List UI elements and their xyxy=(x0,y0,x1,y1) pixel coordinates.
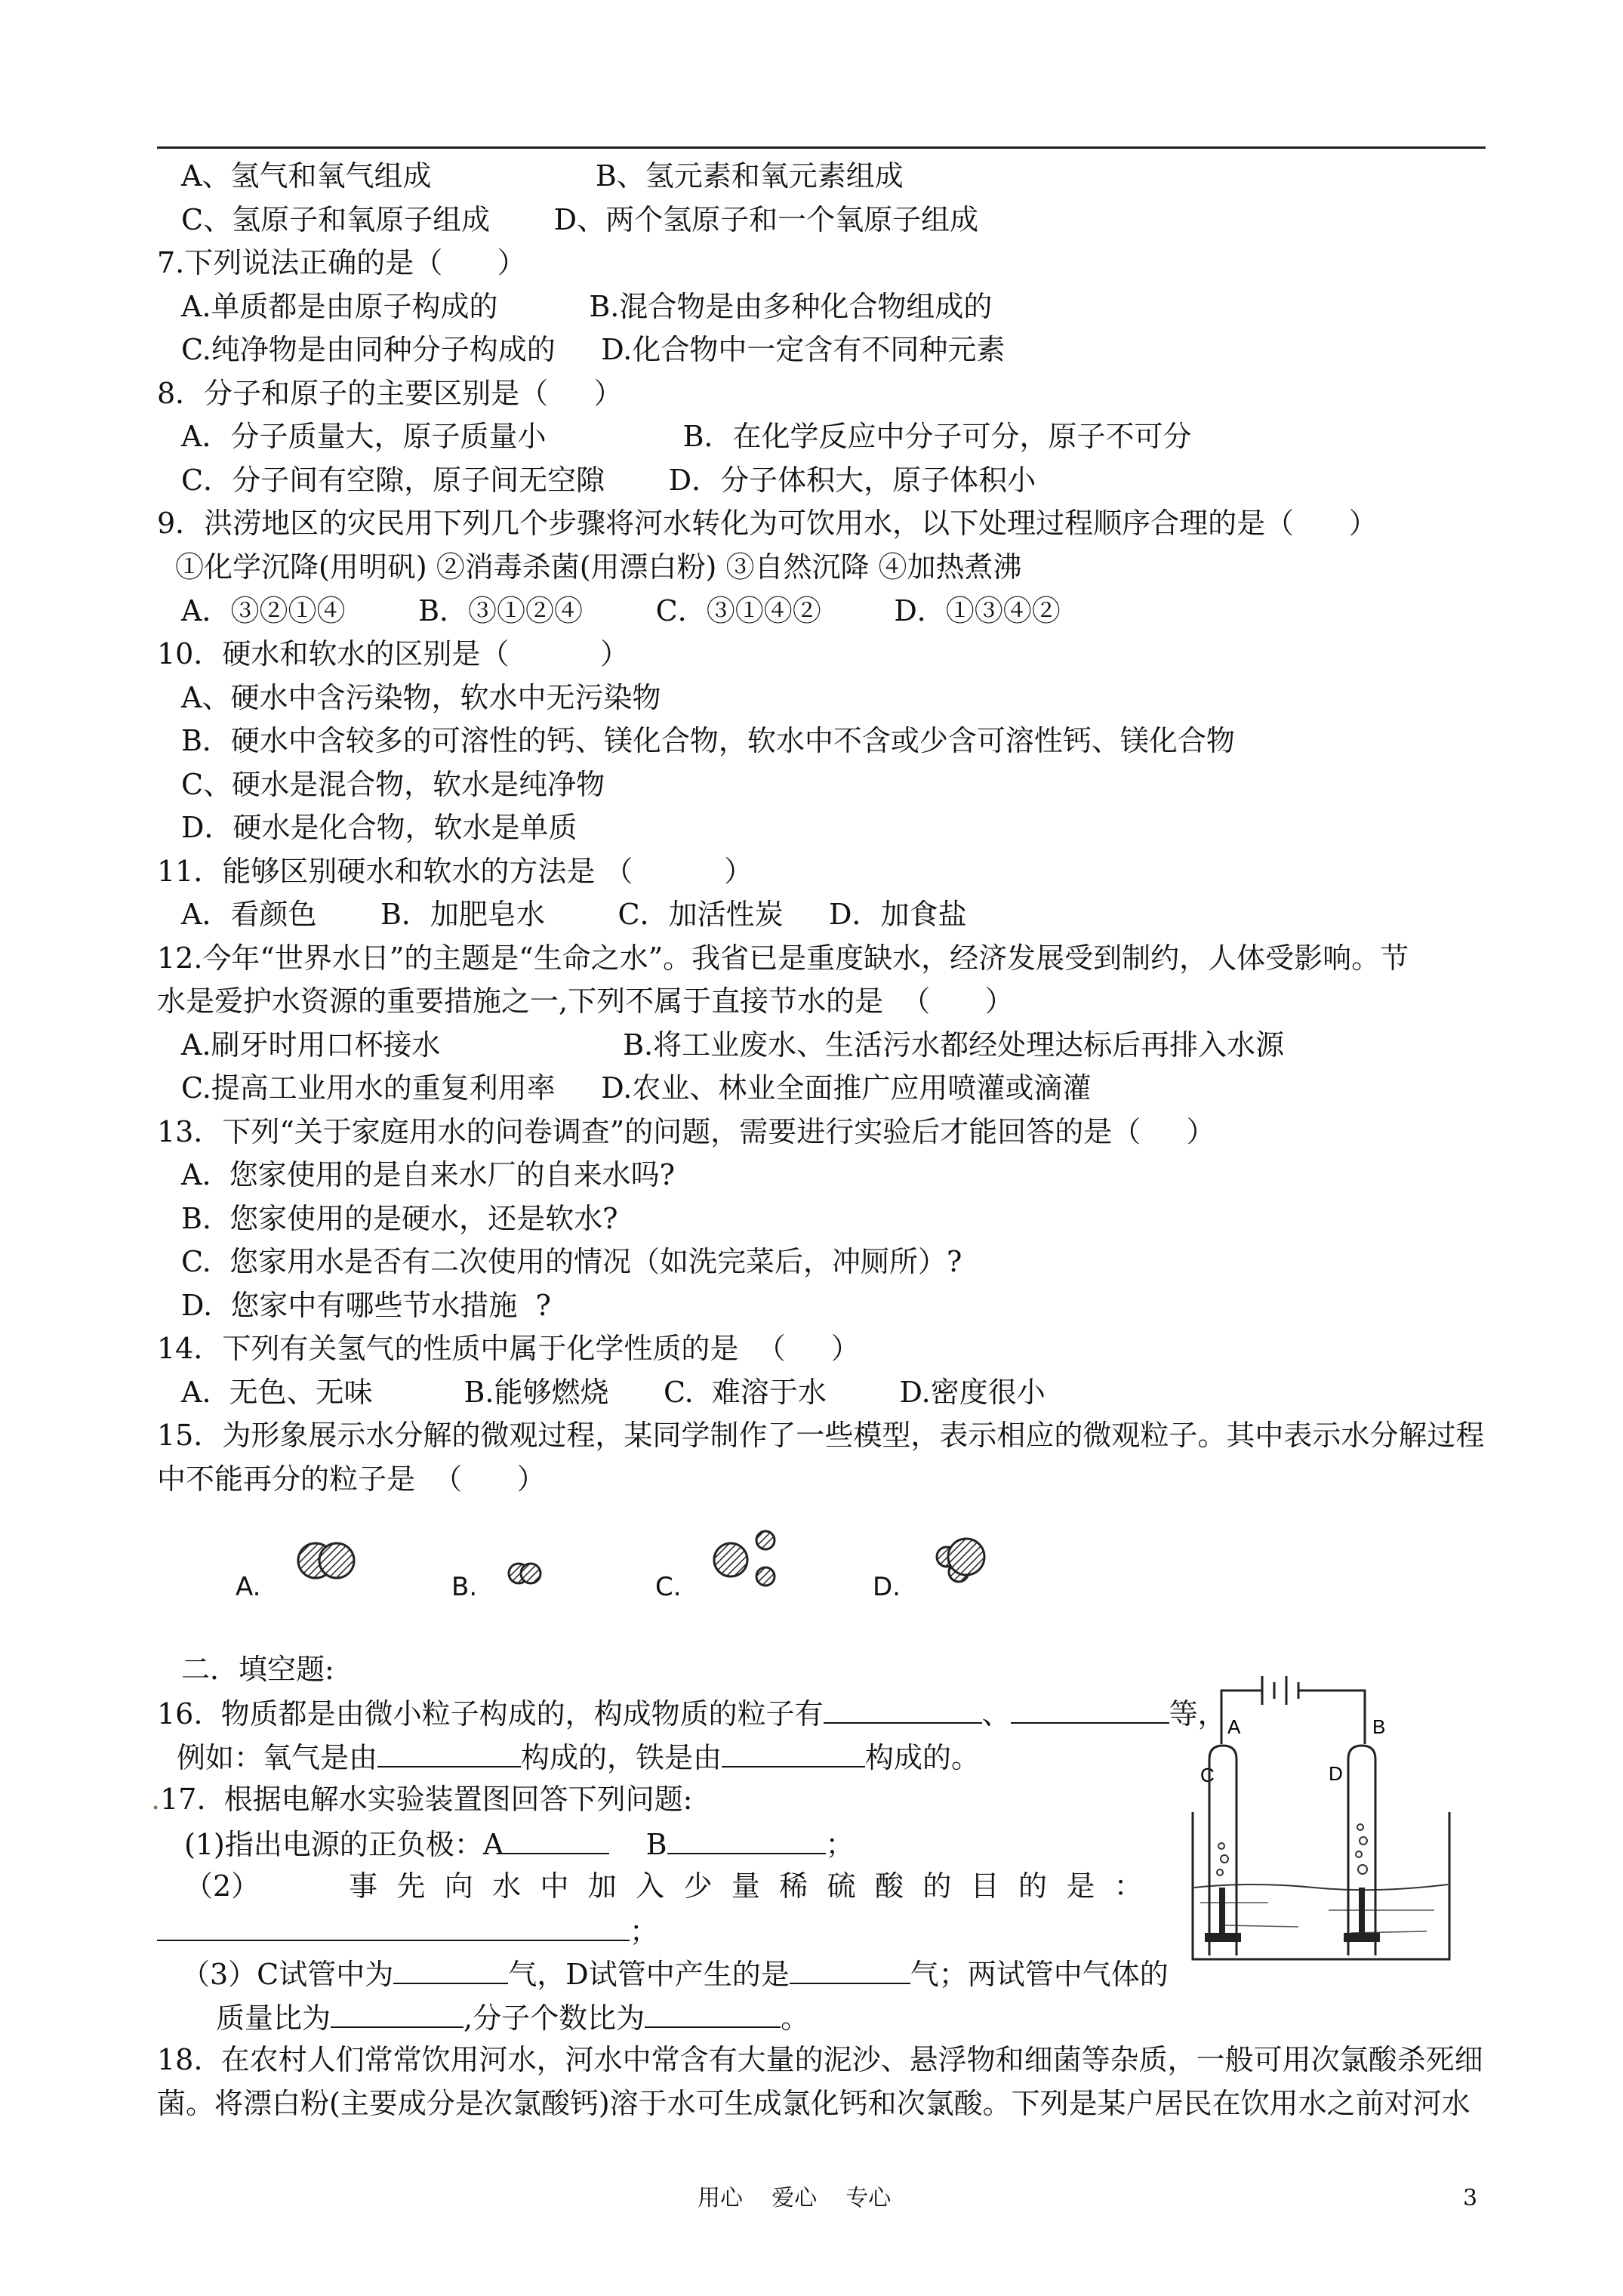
q6-options-ab: A、氢气和氧气组成 B、氢元素和氧元素组成 xyxy=(181,159,904,193)
q10-stem: 10．硬水和软水的区别是（ ） xyxy=(157,637,630,670)
footer-motto: 用心 爱心 专心 xyxy=(698,2185,892,2211)
q17-part-3: （3）C试管中为 气，D试管中产生的是 气；两试管中气体的 xyxy=(181,1954,1169,1993)
q15-option-a-label: A. xyxy=(236,1572,261,1602)
q9-stem: 9．洪涝地区的灾民用下列几个步骤将河水转化为可饮用水，以下处理过程顺序合理的是（ ） xyxy=(157,507,1378,540)
q17-part-1: (1)指出电源的正负极：A B ； xyxy=(184,1824,855,1863)
q12-stem-1: 12.今年“世界水日”的主题是“生命之水”。我省已是重度缺水，经济发展受到制约，人体受影响。节 xyxy=(157,942,1409,975)
q9-steps: ①化学沉降(用明矾) ②消毒杀菌(用漂白粉) ③自然沉降 ④加热煮沸 xyxy=(175,550,1022,584)
q16-line-2: 例如：氧气是由 构成的，铁是由 构成的。 xyxy=(177,1737,980,1777)
q17-part-2-text: 事 先 向 水 中 加 入 少 量 稀 硫 酸 的 目 的 是 ： xyxy=(349,1869,1143,1903)
q16-blank-2[interactable] xyxy=(1011,1693,1169,1724)
q17-part-2-answer: ； xyxy=(157,1911,658,1950)
q17-blank-d[interactable] xyxy=(790,1954,910,1984)
q15-stem-1: 15．为形象展示水分解的微观过程，某同学制作了一些模型，表示相应的微观粒子。其中表示水分解过程 xyxy=(157,1419,1485,1452)
q18-line-1: 18. 在农村人们常常饮用河水，河水中常含有大量的泥沙、悬浮物和细菌等杂质，一般可用次氯酸杀死细 xyxy=(157,2043,1483,2076)
q7-stem: 7.下列说法正确的是（ ） xyxy=(157,246,526,279)
q14-stem: 14．下列有关氢气的性质中属于化学性质的是 （ ） xyxy=(157,1332,860,1365)
q12-stem-2: 水是爱护水资源的重要措施之一,下列不属于直接节水的是 （ ） xyxy=(157,985,1014,1018)
q13-option-a: A. 您家使用的是自来水厂的自来水吗? xyxy=(181,1158,676,1191)
particle-model-c xyxy=(714,1531,775,1586)
q12-options-ab: A.刷牙时用口杯接水 B.将工业废水、生活污水都经处理达标后再排入水源 xyxy=(181,1028,1285,1062)
q17-blank-b[interactable] xyxy=(667,1824,826,1854)
q13-option-b: B. 您家使用的是硬水，还是软水? xyxy=(181,1202,618,1235)
q14-options: A. 无色、无味 B.能够燃烧 C. 难溶于水 D.密度很小 xyxy=(181,1376,1046,1409)
q13-option-c: C. 您家用水是否有二次使用的情况（如洗完菜后，冲厕所）? xyxy=(181,1245,962,1278)
q17-part-4: 质量比为 ,分子个数比为 。 xyxy=(216,1998,809,2037)
particle-model-b xyxy=(509,1564,540,1583)
q15-option-d-label: D. xyxy=(873,1572,901,1602)
q18-line-2: 菌。将漂白粉(主要成分是次氯酸钙)溶于水可生成氯化钙和次氯酸。下列是某户居民在饮用水之前对河水 xyxy=(157,2087,1471,2120)
q12-options-cd: C.提高工业用水的重复利用率 D.农业、林业全面推广应用喷灌或滴灌 xyxy=(181,1071,1092,1105)
electrolysis-apparatus xyxy=(1178,1661,1480,1986)
q7-options-cd: C.纯净物是由同种分子构成的 D.化合物中一定含有不同种元素 xyxy=(181,333,1006,366)
q10-option-a: A、硬水中含污染物，软水中无污染物 xyxy=(181,681,661,714)
q10-option-d: D．硬水是化合物，软水是单质 xyxy=(181,811,577,844)
q17-part-2-label: （2） xyxy=(184,1869,260,1903)
q13-stem: 13．下列“关于家庭用水的问卷调查”的问题，需要进行实验后才能回答的是（ ） xyxy=(157,1115,1215,1148)
q17-title-line: .17. 根据电解水实验装置图回答下列问题: xyxy=(151,1783,693,1816)
q17-blank-purpose[interactable] xyxy=(157,1911,630,1941)
battery-icon xyxy=(1262,1676,1298,1705)
q17-blank-mass-ratio[interactable] xyxy=(331,1998,463,2028)
q9-options: A．③②①④ B．③①②④ C．③①④② D．①③④② xyxy=(181,594,1061,627)
q15-option-b-label: B. xyxy=(451,1572,478,1602)
q17-blank-count-ratio[interactable] xyxy=(645,1998,781,2028)
particle-model-d xyxy=(937,1539,984,1582)
q10-option-b: B．硬水中含较多的可溶性的钙、镁化合物，软水中不含或少含可溶性钙、镁化合物 xyxy=(181,724,1235,757)
particle-model-a xyxy=(298,1543,354,1578)
page-number: 3 xyxy=(1463,2185,1478,2211)
q13-option-d: D. 您家中有哪些节水措施 ? xyxy=(181,1289,551,1322)
q16-line-1: 16. 物质都是由微小粒子构成的，构成物质的粒子有 、 等， xyxy=(157,1693,1227,1733)
label-b: B xyxy=(1372,1715,1386,1738)
label-d: D xyxy=(1329,1762,1343,1785)
q16-blank-1[interactable] xyxy=(824,1693,982,1724)
q16-blank-3[interactable] xyxy=(377,1737,521,1767)
q11-stem: 11．能够区别硬水和软水的方法是 （ ） xyxy=(157,855,753,888)
q17-blank-c[interactable] xyxy=(393,1954,508,1984)
q6-options-cd: C、氢原子和氧原子组成 D、两个氢原子和一个氧原子组成 xyxy=(181,203,979,236)
q11-options: A．看颜色 B．加肥皂水 C．加活性炭 D．加食盐 xyxy=(181,898,967,931)
q8-options-cd: C．分子间有空隙，原子间无空隙 D．分子体积大，原子体积小 xyxy=(181,464,1036,497)
q10-option-c: C、硬水是混合物，软水是纯净物 xyxy=(181,768,605,801)
q8-options-ab: A．分子质量大，原子质量小 B．在化学反应中分子可分，原子不可分 xyxy=(181,420,1192,453)
q7-options-ab: A.单质都是由原子构成的 B.混合物是由多种化合物组成的 xyxy=(181,290,993,323)
q17-blank-a[interactable] xyxy=(504,1824,609,1854)
q15-option-c-label: C. xyxy=(655,1572,682,1602)
q16-blank-4[interactable] xyxy=(722,1737,865,1767)
q8-stem: 8．分子和原子的主要区别是（ ） xyxy=(157,377,623,410)
label-c: C xyxy=(1200,1764,1215,1786)
q15-stem-2: 中不能再分的粒子是 （ ） xyxy=(157,1462,546,1496)
label-a: A xyxy=(1227,1715,1241,1738)
section-fill-in-title: 二．填空题: xyxy=(181,1653,334,1686)
